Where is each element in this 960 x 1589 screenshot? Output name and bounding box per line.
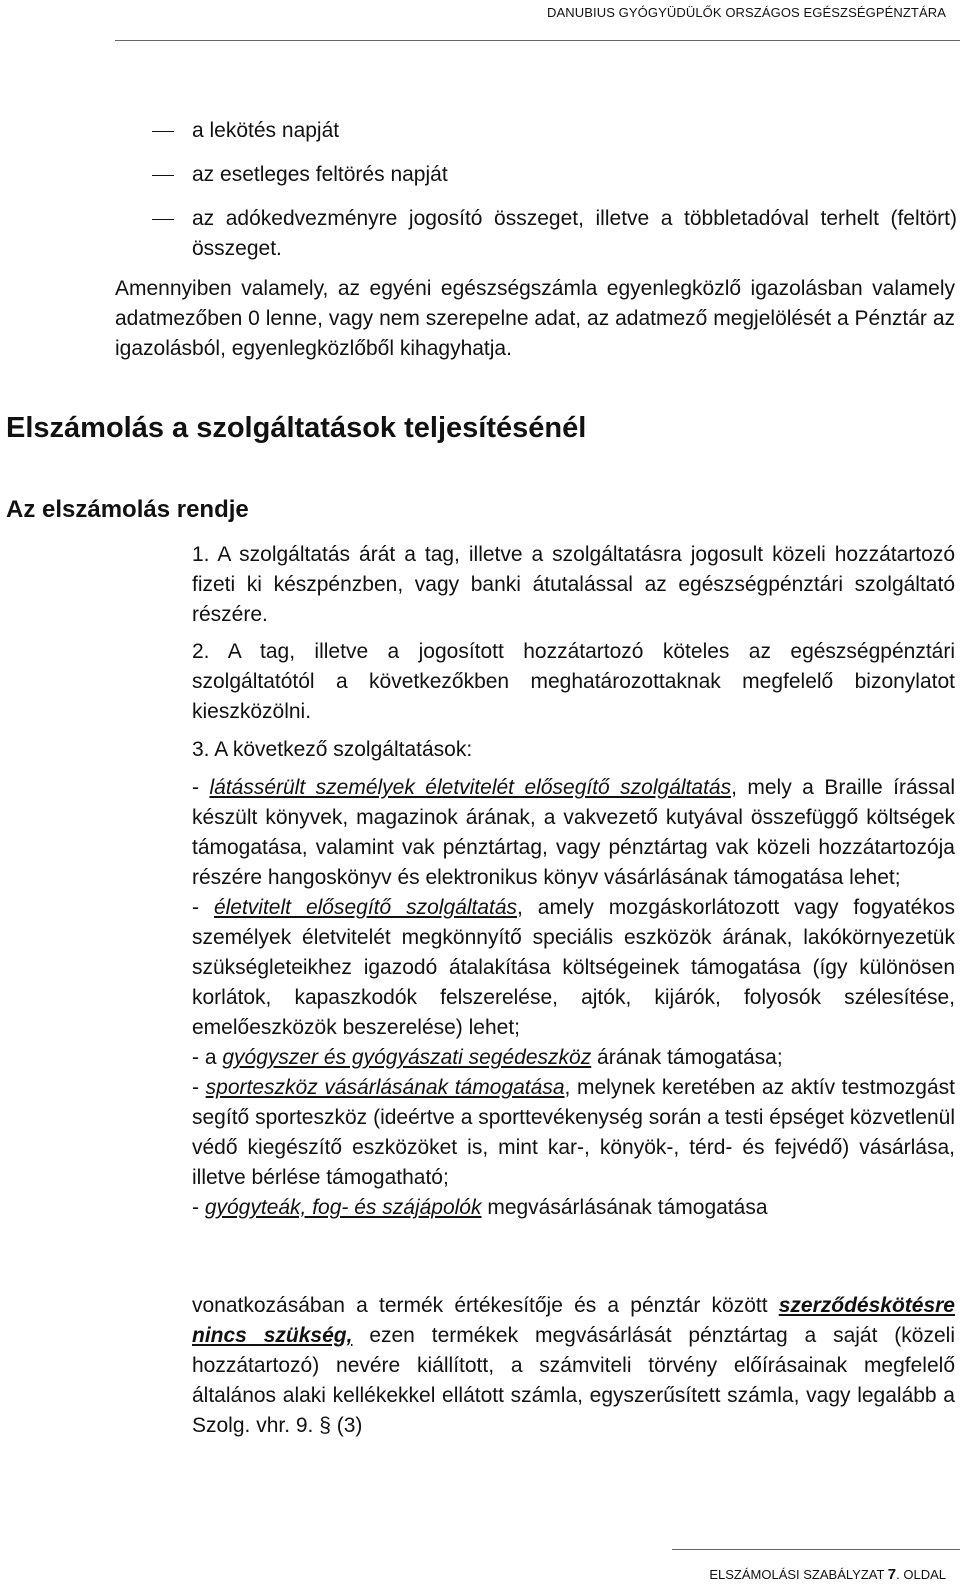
closing-text: ezen termékek megvásárlását pénztártag a saját (közeli hozzátartozó) nevére kiállított, a számviteli törvény előírásainak megfelelő általános alaki kellékekkel ellátott számla, egyszerűsített számla, vagy legalább a Szolg. vhr. 9. § (3): [192, 1324, 955, 1437]
service-description: árának támogatása;: [591, 1046, 783, 1069]
closing-text: vonatkozásában a termék értékesítője és a pénztár között: [192, 1294, 779, 1317]
list-item: a lekötés napját: [152, 116, 957, 146]
subsection-title: Az elszámolás rendje: [6, 496, 249, 523]
service-prefix: -: [192, 1196, 205, 1219]
footer-label: ELSZÁMOLÁSI SZABÁLYZAT: [709, 1567, 888, 1582]
intro-paragraph: Amennyiben valamely, az egyéni egészségszámla egyenlegközlő igazolásban valamely adatmezőben 0 lenne, vagy nem szerepelne adat, az adatmező megjelölését a Pénztár az igazolásból, egyenlegközlőből kihagyhatja.: [115, 277, 955, 360]
service-term: látássérült személyek életvitelét elősegítő szolgáltatás: [209, 776, 732, 799]
service-prefix: -: [192, 776, 210, 799]
service-term: gyógyteák, fog- és szájápolók: [204, 1196, 482, 1219]
section-title: Elszámolás a szolgáltatások teljesítésénél: [6, 412, 587, 444]
service-description: , mely a Braille írással készült könyvek, magazinok árának, a vakvezető kutyával összefüggő költségek támogatása, valamint vak pénztártag, vagy pénztártag vak közeli hozzátartozója részére hangoskönyv és elektronikus könyv vásárlásának támogatása lehet;: [192, 776, 955, 889]
service-term: életvitelt elősegítő szolgáltatás: [213, 896, 518, 919]
service-description: , melynek keretében az aktív testmozgást segítő sporteszköz (ideértve a sporttevékenység során a testi épséget közvetlenül védő kiegészítő eszközöket is, mint kar-, könyök-, térd- és fejvédő) vásárlása, illetve bérlése támogatható;: [192, 1076, 955, 1189]
service-item: [192, 1073, 955, 1193]
closing-emphasis: szerződéskötésre nincs szükség,: [192, 1294, 955, 1347]
service-item: [192, 1193, 955, 1223]
numbered-item-1: 1. A szolgáltatás árát a tag, illetve a szolgáltatásra jogosult közeli hozzátartozó fizeti ki készpénzben, vagy banki átutalással az egészségpénztári szolgáltató részére.: [192, 543, 955, 626]
service-term: gyógyszer és gyógyászati segédeszköz: [222, 1046, 592, 1069]
footer-suffix: . OLDAL: [896, 1567, 946, 1582]
service-item: [192, 893, 955, 1043]
service-prefix: -: [192, 896, 214, 919]
list-item: az esetleges feltörés napját: [152, 160, 957, 190]
services-list: [192, 773, 955, 1223]
numbered-item-3: 3. A következő szolgáltatások:: [192, 738, 473, 761]
footer-divider: [672, 1549, 960, 1550]
service-prefix: - a: [192, 1046, 223, 1069]
closing-paragraph: [192, 1291, 955, 1441]
service-item: [192, 1043, 955, 1073]
service-prefix: -: [192, 1076, 206, 1099]
header-divider: [115, 40, 960, 41]
service-item: [192, 773, 955, 893]
page-footer: [709, 1566, 946, 1583]
numbered-item-2: 2. A tag, illetve a jogosított hozzátartozó köteles az egészségpénztári szolgáltatótól a következőkben meghatározottaknak megfelelő bizonylatot kieszközölni.: [192, 640, 955, 723]
service-description: megvásárlásának támogatása: [481, 1196, 768, 1219]
page-number: 7: [887, 1566, 897, 1583]
page-header: DANUBIUS GYÓGYÜDÜLŐK ORSZÁGOS EGÉSZSÉGPÉNZTÁRA: [546, 5, 946, 20]
service-term: sporteszköz vásárlásának támogatása: [205, 1076, 565, 1099]
list-item: az adókedvezményre jogosító összeget, illetve a többletadóval terhelt (feltört) összeget.: [152, 204, 957, 264]
dash-list: [152, 116, 957, 264]
service-description: , amely mozgáskorlátozott vagy fogyatékos személyek életvitelét megkönnyítő speciális eszközök árának, lakókörnyezetük szükségleteikhez igazodó átalakítása költségeinek támogatása (így különösen korlátok, kapaszkodók felszerelése, ajtók, kijárók, folyosók szélesítése, emelőeszközök beszerelése) lehet;: [192, 896, 955, 1039]
